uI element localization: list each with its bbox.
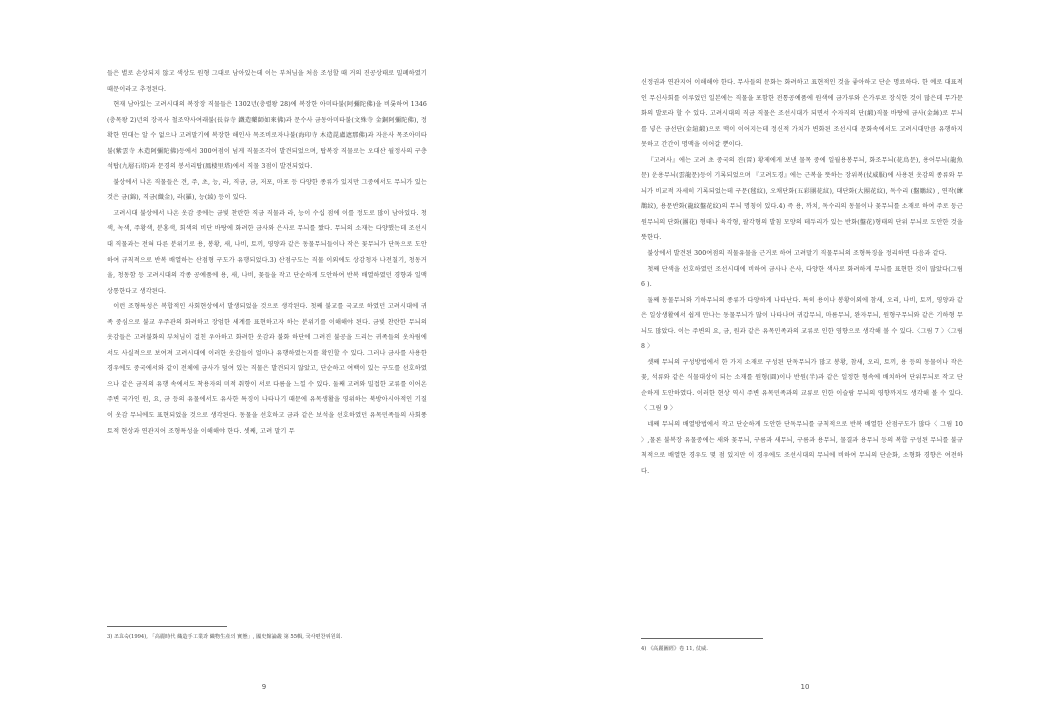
paragraph: 불상에서 나온 직물들은 견, 주, 초, 능, 라, 직금, 금, 저포, 마포 등 다양한 종류가 있지만 그중에서도 무늬가 있는 것은 금(錦), 직금(織金), 라(羅), 능(綾) 등이 있다. [107, 178, 427, 202]
paragraph: 『고려사』에는 고려 초 중국의 진(晉) 황제에게 보낸 물목 중에 일월용봉무늬, 화조무늬(花鳥문), 용어무늬(龍魚문) 운용무늬(雲龍문)등이 기록되었으며 『고려도경』에는 근복을 뜻하는 장위복(仗威服)에 사용된 옷감의 종류와 무늬가 비교적 자세히 기록되었는데 구문(毬紋), 오채단화(五彩團花紋), 대단화(大團花紋), 독수리 (盤鵰紋) , 연작(練鵲紋), 용문반화(龍紋盤花紋)의 무늬 명칭이 있다.4) 즉 용, 까치, 독수리의 동물이나 꽃무늬를 소재로 하여 주로 둥근 원무늬의 단화(團花) 형태나 육각형, 팔각형의 발침 모양의 테두리가 있는 반화(盤花)형태의 단위 무늬로 도안한 것을 뜻한다. [641, 156, 963, 242]
paragraph: 신정권과 연관지어 이해해야 한다. 무사들의 문화는 화려하고 표현적인 것을 좋아하고 단순 명료하다. 한 예로 대표적인 무신사회를 이루었던 일본에는 직물을 포함한 전통공예품에 원색에 금가루와 은가루로 장식한 것이 많은데 무가문화의 발로라 할 수 있다. 고려시대의 직금 직물은 조선시대가 되면서 수자직의 단(緞)직물 바탕에 금사(金絲)로 무늬를 넣은 금선단(金縇緞)으로 맥이 이어지는데 정신적 가치가 변화된 조선시대 문화속에서도 고려시대만큼 유행하지 못하고 간간이 명맥을 이어갈 뿐이다. [641, 79, 963, 149]
paragraph: 셋째 무늬의 구성방법에서 한 가지 소재로 구성된 단독무늬가 많고 봉황, 참새, 오리, 토끼, 용 등의 동물이나 작은 꽃, 석류와 같은 식물대상이 되는 소재를 원형(圓)이나 반원(半)과 같은 일정한 형속에 배치하여 단위무늬로 작고 단순하게 도안하였다. 이러한 현상 역시 주변 유목민족과의 교류로 인한 이슬람 무늬의 영향까지도 생각해 볼 수 있다.〈 그림 9 〉 [641, 358, 963, 413]
page-number: 10 [800, 683, 810, 691]
paragraph: 네째 무늬의 배열방법에서 작고 단순하게 도안한 단독무늬를 규칙적으로 반복 배열한 산점구도가 많다〈 그림 10 〉,물론 불복장 유물중에는 새와 꽃무늬, 구름과 새무늬, 구름과 용무늬, 물결과 용무늬 등의 복합 구성된 무늬를 불규칙적으로 배열한 경우도 몇 점 있지만 이 경우에도 조선시대의 무늬에 비하여 무늬의 단순화, 소형화 경향은 여전하다. [641, 421, 963, 475]
paragraph: 들은 별로 손상되지 않고 색상도 원형 그대로 남아있는데 이는 부처님을 처음 조성할 때 거의 진공상태로 밀폐하였기 때문이라고 추정된다. [107, 70, 427, 93]
paragraph: 고려시대 불상에서 나온 옷감 중에는 금빛 찬란한 직금 직물과 라, 능이 수십 점에 이를 정도로 많이 남아있다. 청색, 녹색, 주황색, 분홍색, 회색의 비단 바탕에 화려한 금사와 은사로 무늬를 짰다. 무늬의 소재는 다양했는데 조선시대 직물과는 전혀 다른 분위기로 용, 봉황, 새, 나비, 토끼, 영양과 같은 동물무늬들이나 작은 꽃무늬가 단독으로 도안하여 규칙적으로 반복 배열하는 산점형 구도가 유행되었다.3) 산점구도는 직물 이외에도 상감청자 나전칠기, 청동거울, 청동함 등 고려시대의 각종 공예품에 용, 새, 나비, 꽃들을 작고 단순하게 도안하여 반복 배열하였던 경향과 일맥상통한다고 생각된다. [107, 209, 427, 295]
footnote: 4) 《高麗圖經》卷 11, 仗威. [641, 646, 708, 652]
paragraph: 불상에서 발견된 300여점의 직물유물을 근거로 하여 고려말기 직물무늬의 조형특징을 정리하면 다음과 같다. [647, 250, 947, 258]
paragraph: 첫째 단색을 선호하였던 조선시대에 비하여 금사나 은사, 다양한 색사로 화려하게 무늬를 표현한 것이 많았다(그림 6 ). [641, 265, 963, 289]
left-body-text [107, 66, 427, 439]
footnote: 3) 조효숙(1994), 「高麗時代 織造手工業과 織物生産의 實態」, 國史館論叢 第 55輯, 국사편찬위원회. [107, 634, 343, 640]
paragraph: 이런 조형특성은 복합적인 사회현상에서 발생되었을 것으로 생각된다. 첫째 불교를 국교로 하였던 고려시대에 귀족 중심으로 불교 우주관의 화려하고 장엄한 세계를 표현하고자 하는 분위기를 이해해야 된다. 금빛 찬란한 무늬의 옷감들은 고려불화의 부처님이 걸친 우아하고 화려한 옷감과 불화 하단에 그려진 불공을 드리는 귀족들의 옷차림에서도 사실적으로 보여져 고려시대에 이러한 옷감들이 얼마나 유행하였는지를 확인할 수 있다. 그러나 금사를 사용한 경우에도 중국에서와 같이 전체에 금사가 덮여 있는 직물은 발견되지 않았고, 단순하고 여백이 있는 구도를 선호하였으나 같은 금직의 유행 속에서도 착용자의 미적 취향이 서로 다름을 느낄 수 있다. 둘째 고려와 밀접한 교류를 이어온 주변 국가인 원, 요, 금 등의 유물에서도 유사한 특징이 나타나기 때문에 유목생활을 영위하는 북방아시아적인 기질이 옷감 무늬에도 표현되었을 것으로 생각된다. 동물을 선호하고 금과 같은 보석을 선호하였던 유목민족들의 사회풍토적 현상과 연관지어 조형특성을 이해해야 한다. 셋째, 고려 말기 무 [107, 303, 427, 435]
right-body-text [641, 75, 963, 479]
right-page [530, 0, 1059, 721]
footnotes [107, 632, 427, 643]
footnote-divider [107, 626, 227, 627]
paragraph: 현재 남아있는 고려시대의 복장장 직물들은 1302년(충렬왕 28)에 복장한 아미타불(阿彌陀佛)을 비롯하여 1346(충목왕 2)년의 장곡사 철조약사여래불(長谷寺 鐵造藥師如來佛)과 문수사 금동아미타불(文殊寺 金銅阿彌陀佛), 정확한 연대는 알 수 없으나 고려말기에 복장한 해인사 목조비로자나불(海印寺 木造毘盧遮那佛)과 자운사 목조아미타불(紫雲寺 木造阿彌陀佛)등에서 300여점이 넘게 직물조각이 발견되었으며, 탑복장 직물로는 오대산 월정사의 구층석탑(九層石塔)과 문경의 봉서리탑(鳳棲里塔)에서 직물 3점이 발견되었다. [107, 101, 427, 171]
paragraph: 둘째 동물무늬와 기하무늬의 종류가 다양하게 나타난다. 특히 용이나 봉황이외에 참새, 오리, 나비, 토끼, 영양과 같은 일상생활에서 쉽게 만나는 동물무늬가 많이 나타나며 귀갑무늬, 마름무늬, 완자무늬, 원형구무늬와 같은 기하형 무늬도 많았다. 이는 주변의 요, 금, 원과 같은 유목민족과의 교류로 인한 영향으로 생각해 볼 수 있다.〈그림 7 〉〈그림 8 〉 [641, 296, 963, 351]
footnotes [641, 644, 961, 655]
footnote-divider [641, 638, 763, 639]
page-number: 9 [261, 683, 267, 691]
